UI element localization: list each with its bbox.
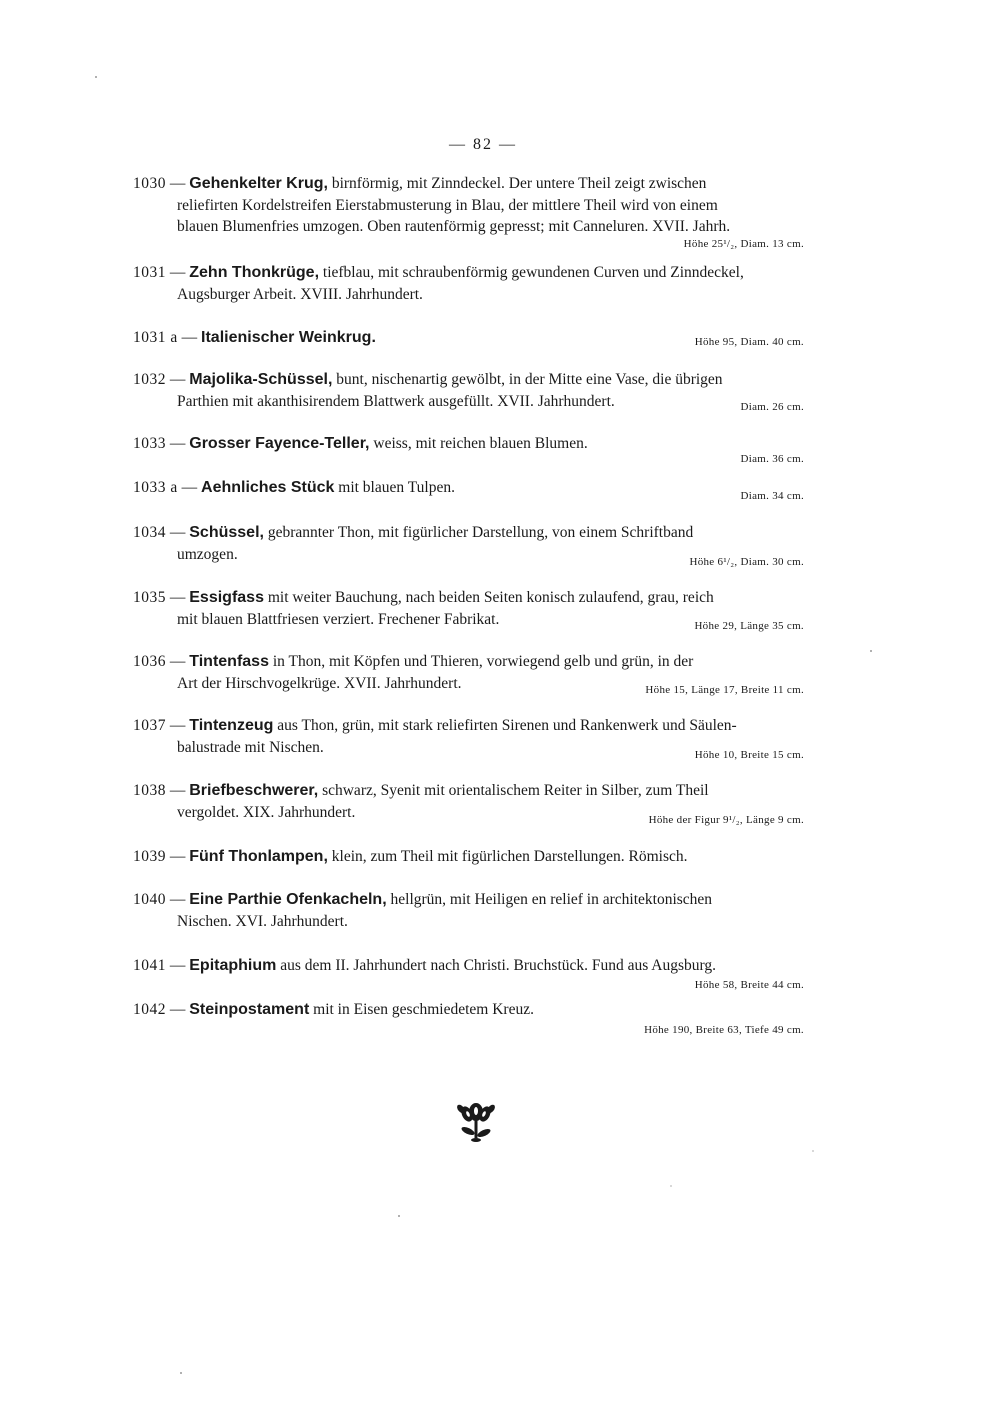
entry-dimensions-1037: Höhe 10, Breite 15 cm. [694, 749, 804, 761]
entry-description: bunt, nischenartig gewölbt, in der Mitte eine Vase, die übrigen [332, 371, 723, 388]
entry-continuation: Nischen. XVI. Jahrhundert. [177, 912, 348, 930]
entry-title: Majolika-Schüssel, [189, 371, 333, 388]
entry-separator: — [166, 717, 190, 734]
entry-separator: — [166, 1001, 190, 1018]
entry-number: 1039 [133, 848, 166, 865]
entry-description: birnförmig, mit Zinndeckel. Der untere Theil zeigt zwischen [327, 175, 707, 192]
entry-description: aus dem II. Jahrhundert nach Christi. Bruchstück. Fund aus Augsburg. [276, 957, 717, 974]
entry-title: Gehenkelter Krug, [189, 175, 328, 192]
entry-title: Zehn Thonkrüge, [189, 264, 320, 281]
entry-number: 1033 a [133, 479, 178, 496]
entry-number: 1040 [133, 891, 166, 908]
entry-continuation: mit blauen Blattfriesen verziert. Frechener Fabrikat. [177, 610, 500, 628]
entry-title: Schüssel, [189, 524, 264, 541]
entry-dimensions-1033: Diam. 36 cm. [740, 453, 804, 465]
entry-title: Epitaphium [189, 957, 277, 974]
entry-dimensions-1038: Höhe der Figur 9¹/₂, Länge 9 cm. [648, 814, 804, 826]
entry-number: 1042 [133, 1001, 166, 1018]
scan-speck [870, 650, 872, 652]
entry-number: 1031 [133, 264, 166, 281]
entry-separator: — [166, 175, 190, 192]
entry-description: mit weiter Bauchung, nach beiden Seiten konisch zulaufend, grau, reich [263, 589, 714, 606]
entry-continuation: balustrade mit Nischen. [177, 738, 324, 756]
entry-separator: — [177, 479, 202, 496]
entry-continuation: Augsburger Arbeit. XVIII. Jahrhundert. [177, 285, 423, 303]
catalog-entry-1031 [133, 262, 833, 305]
entry-number: 1033 [133, 435, 166, 452]
entry-description: tiefblau, mit schraubenförmig gewundenen Curven und Zinndeckel, [319, 264, 744, 281]
entry-title: Steinpostament [189, 1001, 310, 1018]
entry-title: Tintenfass [189, 653, 269, 670]
entry-title: Grosser Fayence-Teller, [189, 435, 370, 452]
entry-dimensions-1032: Diam. 26 cm. [740, 401, 804, 413]
entry-title: Fünf Thonlampen, [189, 848, 328, 865]
entry-dimensions-1033a: Diam. 34 cm. [740, 490, 804, 502]
flower-ornament-icon [453, 1100, 499, 1144]
entry-number: 1035 [133, 589, 166, 606]
entry-title: Essigfass [189, 589, 264, 606]
entry-dimensions-1031a: Höhe 95, Diam. 40 cm. [694, 336, 804, 348]
entry-description: mit blauen Tulpen. [334, 479, 455, 496]
entry-number: 1031 a [133, 329, 178, 346]
entry-description: gebrannter Thon, mit figürlicher Darstellung, von einem Schriftband [263, 524, 694, 541]
entry-description: mit in Eisen geschmiedetem Kreuz. [309, 1001, 534, 1018]
entry-separator: — [166, 782, 190, 799]
entry-description: weiss, mit reichen blauen Blumen. [369, 435, 588, 452]
entry-separator: — [177, 329, 202, 346]
entry-title: Aehnliches Stück [201, 479, 335, 496]
scan-speck [670, 1185, 672, 1187]
entry-continuation: Art der Hirschvogelkrüge. XVII. Jahrhundert. [177, 674, 462, 692]
entry-number: 1038 [133, 782, 166, 799]
entry-description: schwarz, Syenit mit orientalischem Reiter in Silber, zum Theil [318, 782, 709, 799]
catalog-entry-1030 [133, 173, 833, 238]
entry-continuation: reliefirten Kordelstreifen Eierstabmusterung in Blau, der mittlere Theil wird von einem [177, 196, 718, 214]
entry-number: 1032 [133, 371, 166, 388]
entry-number: 1041 [133, 957, 166, 974]
entry-separator: — [166, 848, 190, 865]
entry-number: 1037 [133, 717, 166, 734]
entry-separator: — [166, 653, 190, 670]
entry-title: Eine Parthie Ofenkacheln, [189, 891, 387, 908]
catalog-entry-1042 [133, 999, 833, 1021]
entry-separator: — [166, 435, 190, 452]
scan-speck [398, 1215, 400, 1217]
entry-dimensions-1041: Höhe 58, Breite 44 cm. [694, 979, 804, 991]
entry-continuation: umzogen. [177, 545, 238, 563]
entry-separator: — [166, 264, 190, 281]
entry-separator: — [166, 957, 190, 974]
scan-speck [180, 1372, 182, 1374]
page-number: — 82 — [449, 136, 517, 153]
catalog-entry-1039 [133, 846, 833, 868]
entry-description: klein, zum Theil mit figürlichen Darstellungen. Römisch. [327, 848, 688, 865]
entry-dimensions-1030: Höhe 25¹/₂, Diam. 13 cm. [683, 238, 804, 250]
entry-title: Briefbeschwerer, [189, 782, 319, 799]
scan-speck [812, 1150, 814, 1152]
entry-number: 1034 [133, 524, 166, 541]
entry-description: hellgrün, mit Heiligen en relief in architektonischen [386, 891, 713, 908]
entry-title: Italienischer Weinkrug. [201, 329, 376, 346]
catalog-entry-1033a [133, 477, 833, 499]
entry-continuation: blauen Blumenfries umzogen. Oben rautenförmig gepresst; mit Canneluren. XVII. Jahrh. [177, 218, 731, 235]
entry-dimensions-1034: Höhe 6¹/₂, Diam. 30 cm. [689, 556, 804, 568]
entry-dimensions-1035: Höhe 29, Länge 35 cm. [694, 620, 804, 632]
catalog-entry-1033 [133, 433, 833, 455]
catalog-entry-1041 [133, 955, 833, 977]
entry-separator: — [166, 891, 190, 908]
entry-continuation: vergoldet. XIX. Jahrhundert. [177, 803, 356, 821]
entry-description: aus Thon, grün, mit stark reliefirten Sirenen und Rankenwerk und Säulen- [273, 717, 737, 734]
entry-number: 1036 [133, 653, 166, 670]
entry-number: 1030 [133, 175, 166, 192]
entry-description: in Thon, mit Köpfen und Thieren, vorwiegend gelb und grün, in der [268, 653, 694, 670]
entry-continuation: Parthien mit akanthisirendem Blattwerk ausgefüllt. XVII. Jahrhundert. [177, 392, 615, 410]
entry-title: Tintenzeug [189, 717, 274, 734]
catalog-entry-1040 [133, 889, 833, 932]
catalog-entry-1032 [133, 369, 833, 412]
entry-dimensions-1042: Höhe 190, Breite 63, Tiefe 49 cm. [644, 1024, 804, 1036]
entry-dimensions-1036: Höhe 15, Länge 17, Breite 11 cm. [645, 684, 804, 696]
entry-separator: — [166, 589, 190, 606]
entry-separator: — [166, 371, 190, 388]
entry-separator: — [166, 524, 190, 541]
scan-speck [95, 76, 97, 78]
